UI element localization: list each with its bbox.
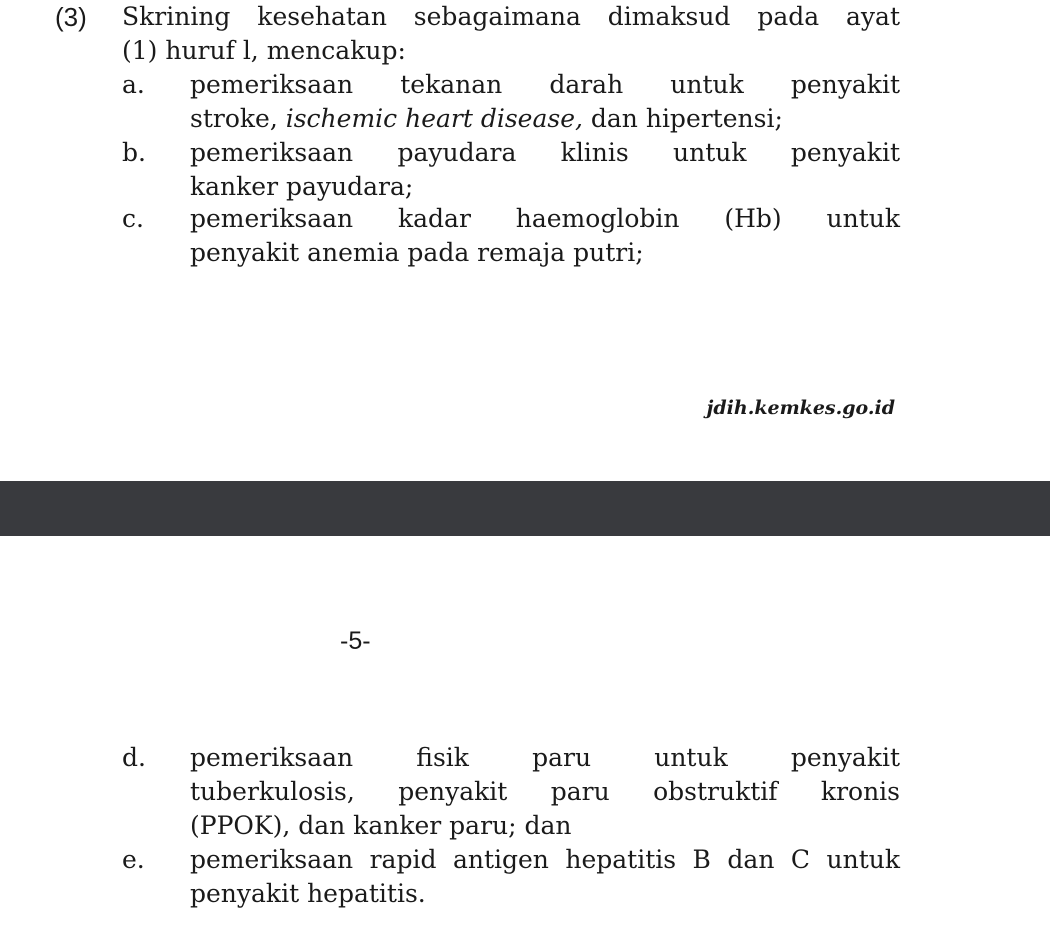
paragraph-text xyxy=(122,0,900,68)
paragraph-number: (3) xyxy=(55,2,87,32)
list-item-body xyxy=(190,741,900,843)
source-watermark: jdih.kemkes.go.id xyxy=(706,397,895,419)
list-item-letter: e. xyxy=(122,845,145,874)
list-item-line: penyakit anemia pada remaja putri; xyxy=(190,238,644,267)
italic-term: ischemic heart disease, xyxy=(285,104,583,133)
list-item-body xyxy=(190,843,900,911)
list-item-letter: b. xyxy=(122,138,146,167)
list-item-line: pemeriksaan payudara klinis untuk penyakit xyxy=(190,138,900,167)
list-item-line: pemeriksaan tekanan darah untuk penyakit xyxy=(190,70,900,99)
list-item-line: (PPOK), dan kanker paru; dan xyxy=(190,811,572,840)
page-divider xyxy=(0,481,1050,536)
list-item-line: pemeriksaan rapid antigen hepatitis B dan C untuk xyxy=(190,845,900,874)
list-item-line xyxy=(190,102,900,136)
list-item-body xyxy=(190,136,900,204)
list-item-body xyxy=(190,202,900,270)
list-item-line: penyakit hepatitis. xyxy=(190,879,426,908)
list-item-body xyxy=(190,68,900,136)
text-segment: stroke, xyxy=(190,104,286,133)
paragraph-line: (1) huruf l, mencakup: xyxy=(122,36,406,65)
list-item-letter: c. xyxy=(122,204,144,233)
list-item-letter: a. xyxy=(122,70,145,99)
page-number: -5- xyxy=(340,627,371,655)
paragraph-line: Skrining kesehatan sebagaimana dimaksud pada ayat xyxy=(122,2,900,31)
text-segment: dan hipertensi; xyxy=(582,104,783,133)
list-item-line: tuberkulosis, penyakit paru obstruktif kronis xyxy=(190,777,900,806)
list-item-line: pemeriksaan kadar haemoglobin (Hb) untuk xyxy=(190,204,900,233)
list-item-line: pemeriksaan fisik paru untuk penyakit xyxy=(190,743,900,772)
list-item-letter: d. xyxy=(122,743,146,772)
list-item-line: kanker payudara; xyxy=(190,172,414,201)
